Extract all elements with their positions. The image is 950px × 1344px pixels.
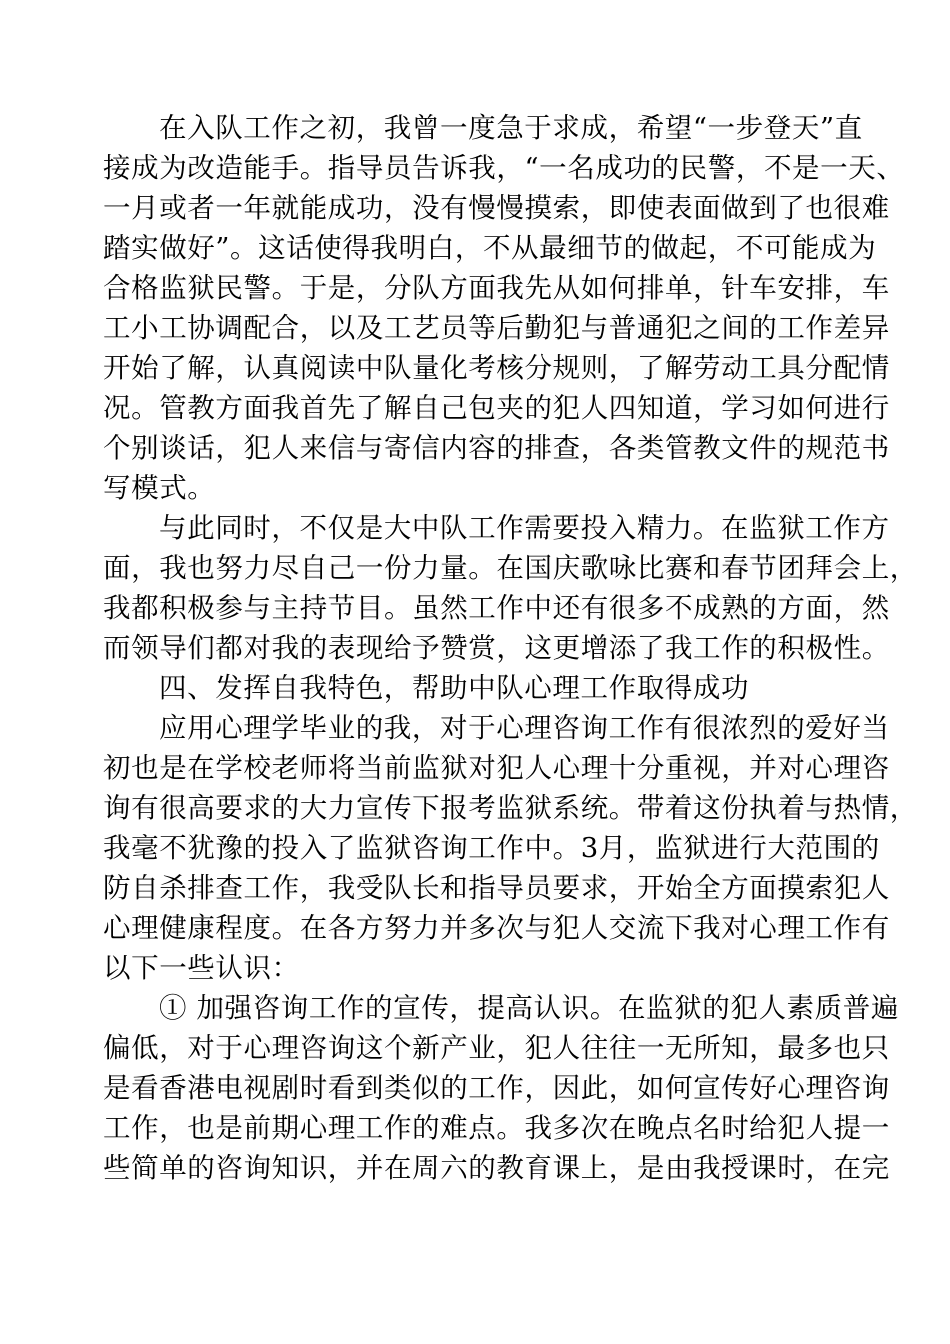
text-line: 而领导们都对我的表现给予赞赏，这更增添了我工作的积极性。 xyxy=(103,632,890,664)
text-line: 应用心理学毕业的我，对于心理咨询工作有很浓烈的爱好当 xyxy=(159,712,890,744)
text-line: 踏实做好”。这话使得我明白，不从最细节的做起，不可能成为 xyxy=(103,232,877,264)
text-line: 询有很高要求的大力宣传下报考监狱系统。带着这份执着与热情， xyxy=(103,792,918,824)
text-line: 接成为改造能手。指导员告诉我，“一名成功的民警，不是一天、 xyxy=(103,152,905,184)
paragraph xyxy=(103,988,899,1188)
text-line: 个别谈话，犯人来信与寄信内容的排查，各类管教文件的规范书 xyxy=(103,432,890,464)
text-line: 面，我也努力尽自己一份力量。在国庆歌咏比赛和春节团拜会上， xyxy=(103,552,918,584)
text-line: 合格监狱民警。于是，分队方面我先从如何排单，针车安排，车 xyxy=(103,272,890,304)
text-line: 些简单的咨询知识，并在周六的教育课上，是由我授课时，在完 xyxy=(103,1152,890,1184)
section-heading xyxy=(103,668,863,708)
paragraph xyxy=(103,108,905,508)
text-line: 我都积极参与主持节目。虽然工作中还有很多不成熟的方面，然 xyxy=(103,592,890,624)
text-line: 我毫不犹豫的投入了监狱咨询工作中。3月，监狱进行大范围的 xyxy=(103,832,880,864)
text-line: 况。管教方面我首先了解自己包夹的犯人四知道，学习如何进行 xyxy=(103,392,890,424)
text-line: ① 加强咨询工作的宣传，提高认识。在监狱的犯人素质普遍 xyxy=(159,992,899,1024)
paragraph xyxy=(103,508,918,668)
paragraph xyxy=(103,708,918,988)
text-line: 开始了解，认真阅读中队量化考核分规则，了解劳动工具分配情 xyxy=(103,352,890,384)
text-line: 初也是在学校老师将当前监狱对犯人心理十分重视，并对心理咨 xyxy=(103,752,890,784)
text-line: 工小工协调配合，以及工艺员等后勤犯与普通犯之间的工作差异 xyxy=(103,312,890,344)
text-line: 一月或者一年就能成功，没有慢慢摸索，即使表面做到了也很难 xyxy=(103,192,890,224)
text-line: 是看香港电视剧时看到类似的工作，因此，如何宣传好心理咨询 xyxy=(103,1072,890,1104)
text-line: 工作，也是前期心理工作的难点。我多次在晚点名时给犯人提一 xyxy=(103,1112,890,1144)
section-heading-text: 四、发挥自我特色，帮助中队心理工作取得成功 xyxy=(159,672,750,704)
document-page xyxy=(103,108,918,1188)
text-line: 防自杀排查工作，我受队长和指导员要求，开始全方面摸索犯人 xyxy=(103,872,890,904)
text-line: 与此同时，不仅是大中队工作需要投入精力。在监狱工作方 xyxy=(159,512,890,544)
text-line: 偏低，对于心理咨询这个新产业，犯人往往一无所知，最多也只 xyxy=(103,1032,890,1064)
text-line: 心理健康程度。在各方努力并多次与犯人交流下我对心理工作有 xyxy=(103,912,890,944)
text-line: 在入队工作之初，我曾一度急于求成，希望“一步登天”直 xyxy=(159,112,863,144)
text-line: 以下一些认识： xyxy=(103,952,300,984)
text-line: 写模式。 xyxy=(103,472,216,504)
